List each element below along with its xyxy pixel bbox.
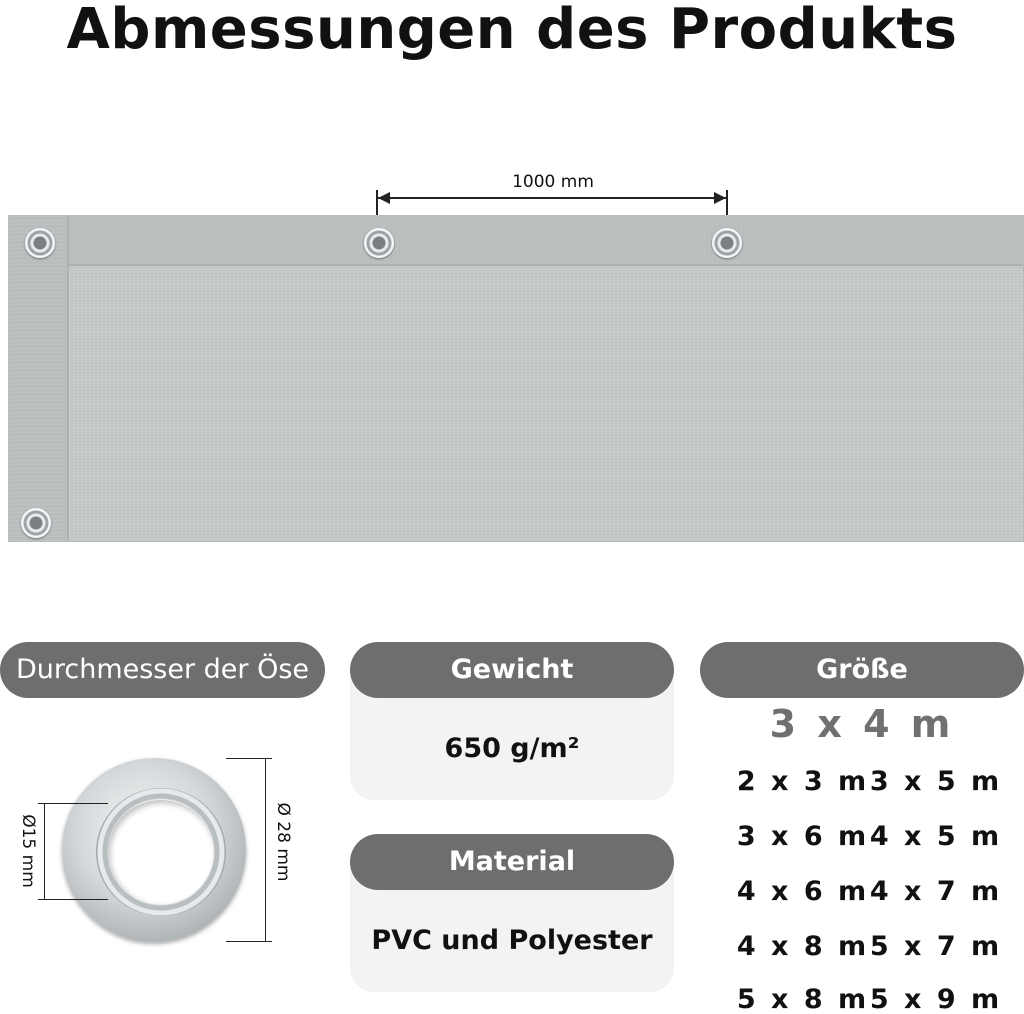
privacy-screen-banner (8, 215, 1024, 542)
inner-dim-tick-bottom (38, 899, 108, 900)
grommet-icon (21, 508, 51, 538)
spacing-label: 1000 mm (512, 172, 594, 192)
size-option: 5 x 8 m (736, 984, 870, 1014)
banner-left-hem (9, 216, 69, 541)
size-header: Größe (700, 642, 1024, 698)
size-option: 3 x 5 m (869, 766, 1003, 797)
size-option: 4 x 7 m (869, 876, 1003, 907)
arrow-left-icon (378, 192, 390, 204)
eyelet-header: Durchmesser der Öse (0, 642, 325, 698)
outer-dim-tick-top (226, 758, 272, 759)
weight-header: Gewicht (350, 642, 674, 698)
inner-dim-line (44, 804, 45, 900)
outer-dim-tick-bottom (226, 941, 272, 942)
weight-value: 650 g/m² (444, 733, 580, 764)
inner-diameter-label: Ø15 mm (18, 814, 38, 888)
size-selected: 3 x 4 m (769, 702, 955, 746)
eyelet-hole (108, 800, 214, 904)
outer-dim-line (265, 758, 266, 942)
size-option: 2 x 3 m (736, 766, 870, 797)
spacing-dimension-line (377, 197, 727, 199)
inner-dim-tick-top (38, 803, 108, 804)
page-title: Abmessungen des Produkts (66, 0, 958, 62)
grommet-icon (712, 228, 742, 258)
size-option: 4 x 6 m (736, 876, 870, 907)
outer-diameter-label: Ø 28 mm (273, 802, 293, 882)
size-option: 5 x 9 m (869, 984, 1003, 1014)
material-value: PVC und Polyester (371, 925, 653, 956)
grommet-icon (364, 228, 394, 258)
size-option: 3 x 6 m (736, 821, 870, 852)
size-option: 5 x 7 m (869, 931, 1003, 962)
size-option: 4 x 8 m (736, 931, 870, 962)
banner-top-hem (9, 216, 1023, 266)
size-option: 4 x 5 m (869, 821, 1003, 852)
material-header: Material (350, 834, 674, 890)
grommet-icon (25, 228, 55, 258)
arrow-right-icon (714, 192, 726, 204)
